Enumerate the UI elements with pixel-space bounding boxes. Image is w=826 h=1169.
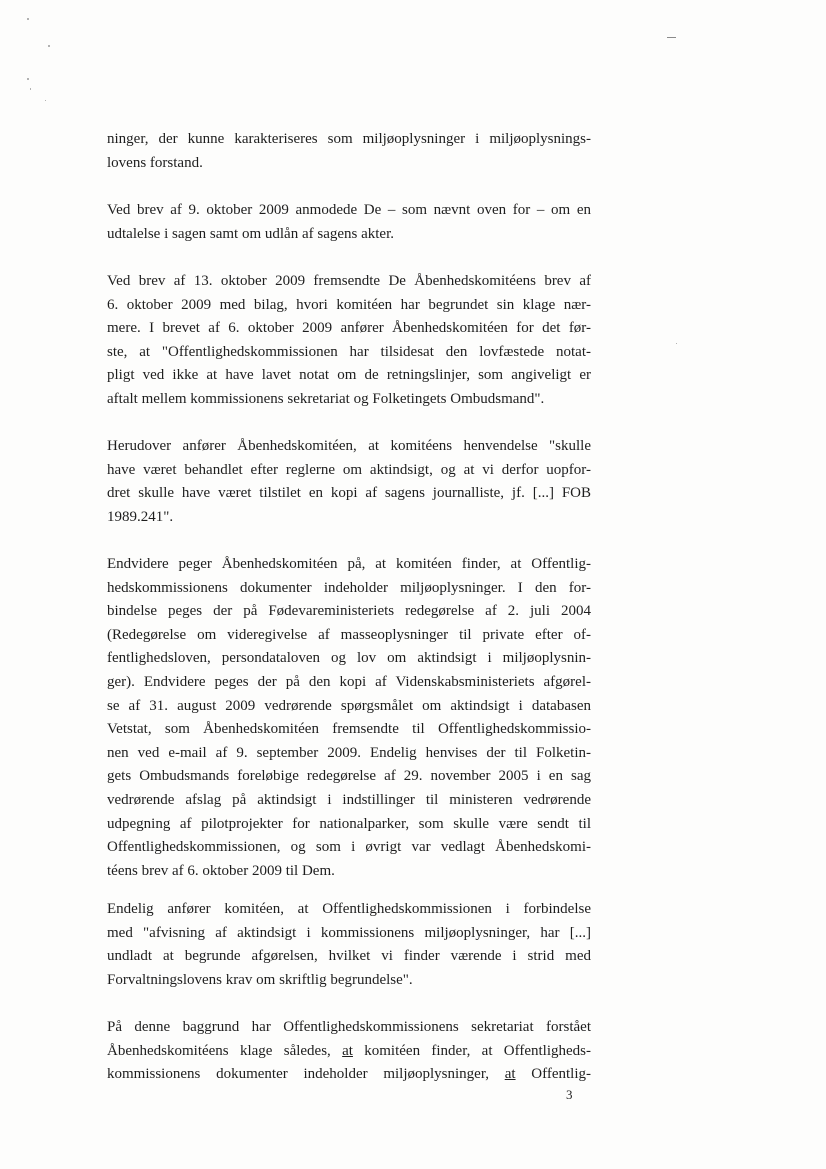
text-line: Ved brev af 13. oktober 2009 fremsendte De Åbenhedskomitéens brev af bbox=[107, 273, 591, 289]
scan-speck bbox=[27, 78, 29, 80]
text-run: komitéen finder, at Offentligheds- bbox=[352, 1042, 591, 1059]
text-run: På denne baggrund har Offentlighedskommissionens sekretariat forstået bbox=[107, 1019, 591, 1035]
text-line: (Redegørelse om videregivelse af masseoplysninger til private efter of- bbox=[107, 626, 591, 643]
text-line: Endelig anfører komitéen, at Offentlighedskommissionen i forbindelse bbox=[107, 901, 591, 917]
text-line: téens brev af 6. oktober 2009 til Dem. bbox=[107, 862, 335, 879]
text-line: Vetstat, som Åbenhedskomitéen fremsendte til Offentlighedskommissio- bbox=[107, 721, 591, 738]
paragraph-4 bbox=[107, 435, 591, 529]
text-run: Offentlig- bbox=[515, 1066, 591, 1083]
text-run: kommissionens dokumenter indeholder miljøoplysninger, bbox=[107, 1066, 505, 1083]
text-line: se af 31. august 2009 vedrørende spørgsmålet om aktindsigt i databasen bbox=[107, 697, 591, 714]
text-line: have været behandlet efter reglerne om aktindsigt, og at vi derfor uopfor- bbox=[107, 461, 591, 478]
underlined-word: at bbox=[504, 1066, 516, 1083]
text-line bbox=[107, 1016, 591, 1040]
text-line: bindelse peges der på Fødevareministeriets redegørelse af 2. juli 2004 bbox=[107, 603, 591, 620]
scan-speck bbox=[45, 100, 46, 101]
text-line: mere. I brevet af 6. oktober 2009 anfører Åbenhedskomitéen for det før- bbox=[107, 320, 591, 337]
text-line: lovens forstand. bbox=[107, 154, 203, 171]
paragraph-6 bbox=[107, 898, 591, 992]
scan-speck bbox=[30, 88, 31, 90]
text-line: undladt at begrunde afgørelsen, hvilket vi finder værende i strid med bbox=[107, 948, 591, 965]
text-line: nen ved e-mail af 9. september 2009. Endelig henvises der til Folketin- bbox=[107, 744, 591, 761]
text-line: aftalt mellem kommissionens sekretariat og Folketingets Ombudsmand". bbox=[107, 390, 545, 407]
text-line: hedskommissionens dokumenter indeholder miljøoplysninger. I den for- bbox=[107, 579, 591, 596]
text-line: ste, at "Offentlighedskommissionen har tilsidesat den lovfæstede notat- bbox=[107, 343, 591, 360]
scan-mark bbox=[667, 37, 676, 38]
text-line: Ved brev af 9. oktober 2009 anmodede De – som nævnt oven for – om en bbox=[107, 202, 591, 218]
text-line: Forvaltningslovens krav om skriftlig begrundelse". bbox=[107, 971, 413, 988]
scan-speck bbox=[48, 45, 50, 47]
text-line: ninger, der kunne karakteriseres som miljøoplysninger i miljøoplysnings- bbox=[107, 131, 591, 147]
text-line: Endvidere peger Åbenhedskomitéen på, at komitéen finder, at Offentlig- bbox=[107, 556, 591, 572]
paragraph-7 bbox=[107, 1016, 591, 1087]
text-line bbox=[107, 1063, 591, 1087]
text-line: Herudover anfører Åbenhedskomitéen, at komitéens henvendelse "skulle bbox=[107, 438, 591, 454]
text-run: Åbenhedskomitéens klage således, bbox=[107, 1042, 343, 1059]
text-line: vedrørende afslag på aktindsigt i indstillinger til ministeren vedrørende bbox=[107, 791, 591, 808]
text-line: 1989.241". bbox=[107, 508, 174, 525]
underlined-word: at bbox=[342, 1042, 353, 1059]
text-line: dret skulle have været tilstilet en kopi af sagens journalliste, jf. [...] FOB bbox=[107, 485, 591, 502]
text-line: udpegning af pilotprojekter for nationalparker, som skulle være sendt til bbox=[107, 815, 591, 832]
text-line: gets Ombudsmands foreløbige redegørelse af 29. november 2005 i en sag bbox=[107, 768, 591, 785]
text-line: 6. oktober 2009 med bilag, hvori komitéen har begrundet sin klage nær- bbox=[107, 296, 591, 313]
paragraph-2 bbox=[107, 199, 591, 246]
text-line: med "afvisning af aktindsigt i kommissionens miljøoplysninger, har [...] bbox=[107, 924, 591, 941]
text-line: Offentlighedskommissionen, og som i øvrigt var vedlagt Åbenhedskomi- bbox=[107, 839, 591, 856]
text-line: ger). Endvidere peges der på den kopi af Videnskabsministeriets afgørel- bbox=[107, 673, 591, 690]
paragraph-3 bbox=[107, 270, 591, 412]
text-line bbox=[107, 1040, 591, 1064]
paragraph-1 bbox=[107, 128, 591, 175]
paragraph-5 bbox=[107, 553, 591, 883]
scan-speck bbox=[27, 18, 29, 20]
page-number: 3 bbox=[566, 1087, 573, 1102]
text-line: udtalelse i sagen samt om udlån af sagens akter. bbox=[107, 225, 394, 242]
text-line: pligt ved ikke at have lavet notat om de retningslinjer, som angiveligt er bbox=[107, 367, 591, 384]
text-line: fentlighedsloven, persondataloven og lov om aktindsigt i miljøoplysnin- bbox=[107, 650, 591, 667]
scan-speck bbox=[676, 343, 677, 344]
